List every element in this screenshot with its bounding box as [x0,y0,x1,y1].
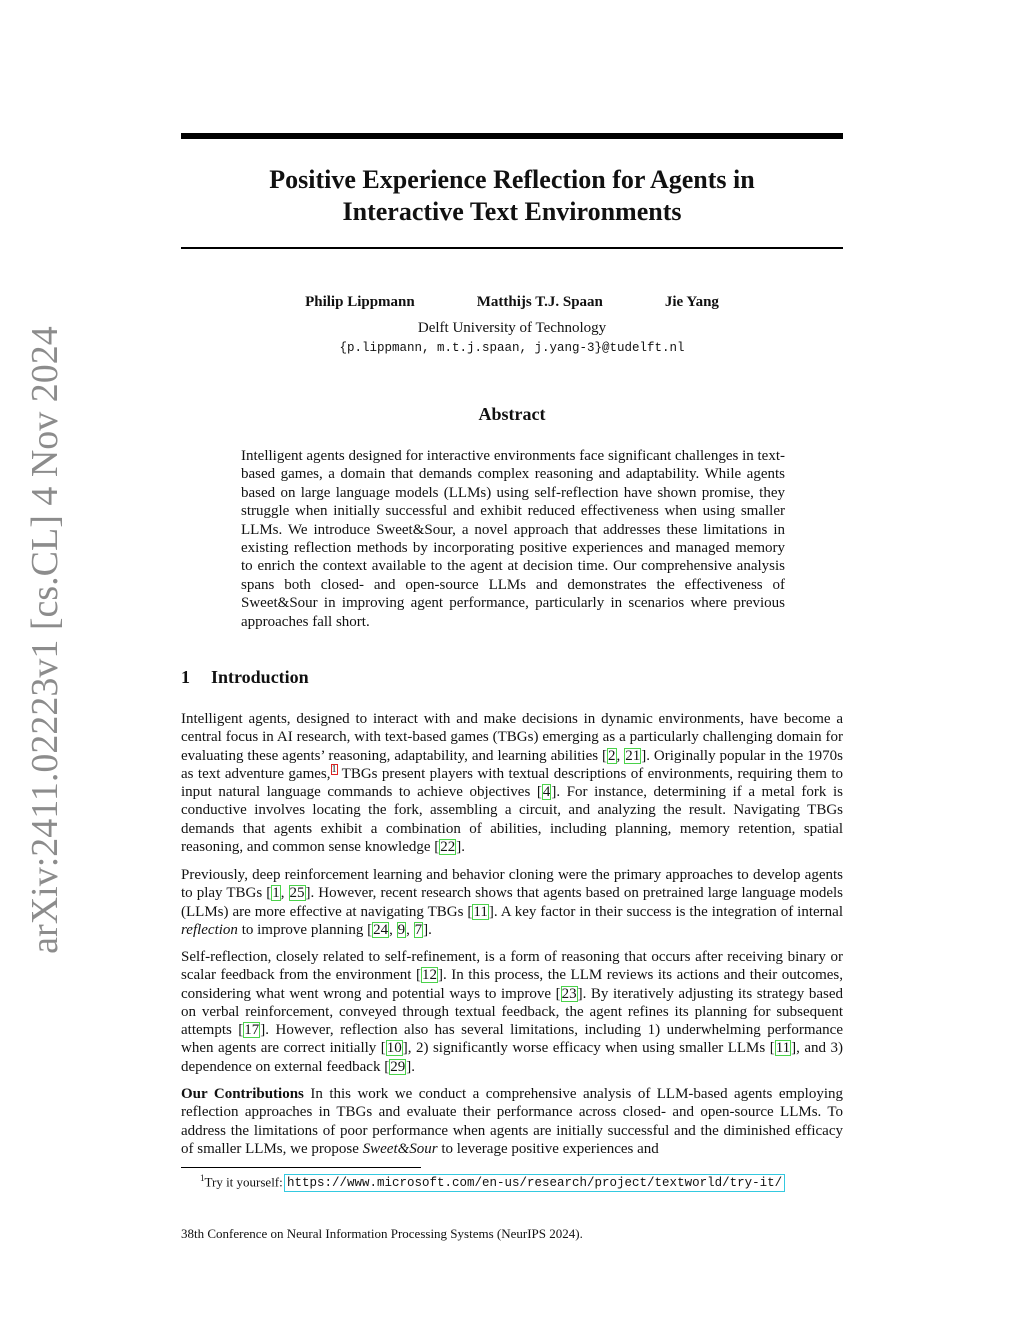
citation-link[interactable]: 11 [775,1040,791,1057]
citation-link[interactable]: 10 [386,1040,402,1057]
intro-paragraph-1: Intelligent agents, designed to interact with and make decisions in dynamic environments, have become a central focus in AI research, with text-based games (TBGs) emerging as a particularly challenging domain for evaluating these agents’ reasoning, adaptability, and learning abilities [2, 21]. Originally popular in the 1970s as text adventure games,$^1$ TBGs present players with textual descriptions of environments, requiring them to input natural language commands to achieve objectives [4]. For instance, determining if a metal fork is conductive involves locating the fork, assembling a circuit, and analyzing the result. Navigating TBGs demands that agents exhibit a combination of abilities, including planning, memory retention, spatial reasoning, and common sense knowledge [22]. [181,711,843,856]
citation-link[interactable]: 7 [414,921,423,938]
citation-link[interactable]: 22 [440,839,456,856]
section-number: 1 [181,667,190,687]
footnote-divider [181,1167,421,1168]
citation-link[interactable]: 9 [397,921,406,938]
author-name: Matthijs T.J. Spaan [476,294,603,310]
footnote: $^1$Try it yourself: https://www.microsoft.com/en-us/research/project/textworld/try-it/ [200,1173,783,1191]
citation-link[interactable]: 1 [272,885,280,902]
author-emails: {p.lippmann, m.t.j.spaan, j.yang-3}@tudelft.nl [339,341,685,355]
citation-link[interactable]: 17 [244,1022,260,1039]
footnote-url-link[interactable]: https://www.microsoft.com/en-us/research/project/textworld/try-it/ [287,1176,783,1191]
citation-link[interactable]: 11 [473,903,488,920]
author-name: Jie Yang [664,294,719,310]
citation-link[interactable]: 21 [625,747,641,764]
conference-note: 38th Conference on Neural Information Processing Systems (NeurIPS 2024). [181,1226,583,1241]
citation-link[interactable]: 24 [373,921,389,938]
intro-paragraph-2: Previously, deep reinforcement learning and behavior cloning were the primary approaches to develop agents to play TBGs [1, 25]. However, recent research shows that agents based on pretrained large language models (LLMs) are more effective at navigating TBGs [11]. A key factor in their success is the integration of internal reflection to improve planning [24, 9, 7]. [181,867,844,938]
intro-paragraph-3: Self-reflection, closely related to self-refinement, is a form of reasoning that occurs after receiving binary or scalar feedback from the environment [12]. In this process, the LLM reviews its actions and their outcomes, considering what went wrong and potential ways to improve [23]. By iteratively adjusting its strategy based on verbal reinforcement, conveyed through textual feedback, the agent refines its planning for subsequent attempts [17]. However, reflection also has several limitations, including 1) underwhelming performance when agents are correct initially [10], 2) significantly worse efficacy when using smaller LLMs [11], and 3) dependence on external feedback [29]. [181,949,844,1075]
footnote-ref-link[interactable]: 1 [331,763,337,775]
author-name: Philip Lippmann [305,294,415,310]
arxiv-stamp: arXiv:2411.02223v1 [cs.CL] 4 Nov 2024 [24,326,66,954]
author-list [181,294,843,311]
citation-link[interactable]: 29 [390,1058,406,1075]
abstract-text: Intelligent agents designed for interactive environments face significant challenges in text-based games, a domain that demands complex reasoning and adaptability. While agents based on large language models (LLMs) using self-reflection have shown promise, they struggle when initially successful and exhibit reduced effectiveness when using smaller LLMs. We introduce Sweet&Sour, a novel approach that addresses these limitations in existing reflection methods by incorporating positive experiences and managed memory to enrich the context available to the agent at decision time. Our comprehensive analysis spans both closed- and open-source LLMs and demonstrates the effectiveness of Sweet&Sour in improving agent performance, particularly in scenarios where previous approaches fall short. [241,448,785,630]
citation-link[interactable]: 4 [542,784,551,801]
citation-link[interactable]: 25 [289,885,305,902]
paper-title [181,164,843,228]
section-title: Introduction [211,667,309,687]
contributions-paragraph: Our Contributions In this work we conduct a comprehensive analysis of LLM-based agents employing reflection approaches in TBGs and evaluate their performance across closed- and open-source LLMs. To address the limitations of poor performance when agents are initially successful and the diminished efficacy of smaller LLMs, we propose Sweet&Sour to leverage positive experiences and [181,1086,843,1157]
affiliation: Delft University of Technology [417,320,607,336]
abstract-heading: Abstract [478,404,546,424]
footnote-mark: 1 [200,1173,205,1183]
title-line-2: Interactive Text Environments [342,197,682,226]
contributions-heading: Our Contributions [181,1086,304,1102]
citation-link[interactable]: 23 [561,985,577,1002]
title-line-1: Positive Experience Reflection for Agents in [269,165,755,194]
title-top-rule [181,133,843,139]
title-bottom-rule [181,247,843,249]
section-heading [181,667,309,688]
citation-link[interactable]: 2 [608,747,616,764]
citation-link[interactable]: 12 [421,967,437,984]
